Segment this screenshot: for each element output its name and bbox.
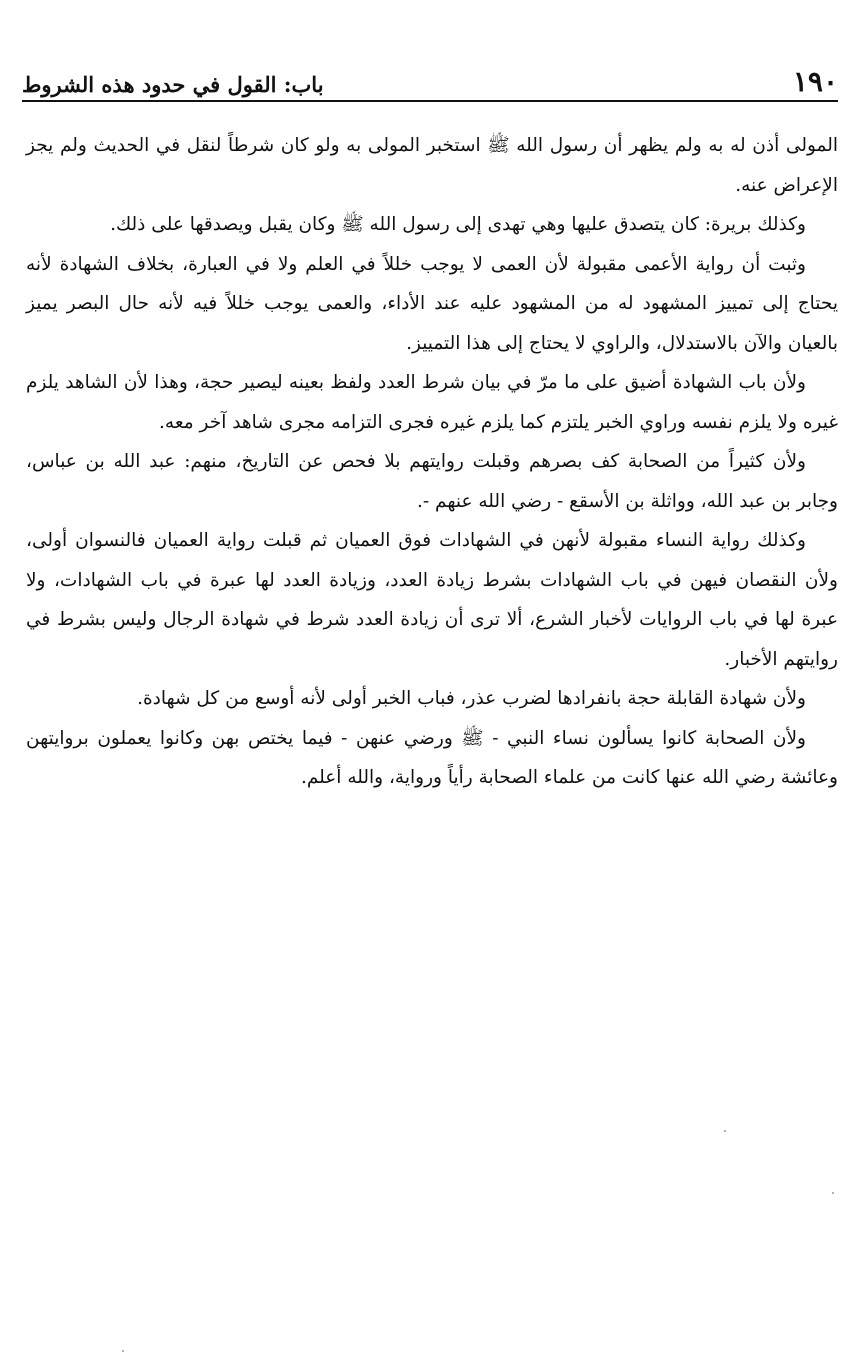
running-title: باب: القول في حدود هذه الشروط xyxy=(22,71,324,97)
scan-speck xyxy=(122,1350,124,1352)
body-text xyxy=(26,126,838,798)
paragraph-6: وكذلك رواية النساء مقبولة لأنهن في الشهادات فوق العميان ثم قبلت رواية العميان فالنسوان أولى، ولأن النقصان فيهن في باب الشهادات بشرط زيادة العدد، وزيادة العدد لها عبرة في باب الشهادات، ولا عبرة لها في باب الروايات لأخبار الشرع، ألا ترى أن زيادة العدد شرط في شهادة الرجال وليس بشرط في روايتهم الأخبار. xyxy=(26,530,838,670)
paragraph-8: ولأن الصحابة كانوا يسألون نساء النبي - ﷺ ورضي عنهن - فيما يختص بهن وكانوا يعملون بروايتهن وعائشة رضي الله عنها كانت من علماء الصحابة رأياً ورواية، والله أعلم. xyxy=(26,727,838,788)
paragraph-7: ولأن شهادة القابلة حجة بانفرادها لضرب عذر، فباب الخبر أولى لأنه أوسع من كل شهادة. xyxy=(137,688,806,709)
paragraph-1: المولى أذن له به ولم يظهر أن رسول الله ﷺ استخبر المولى به ولو كان شرطاً لنقل في الحديث ولم يجز الإعراض عنه. xyxy=(26,135,838,196)
paragraph-4: ولأن باب الشهادة أضيق على ما مرّ في بيان شرط العدد ولفظ بعينه ليصير حجة، وهذا لأن الشاهد يلزم غيره ولا يلزم نفسه وراوي الخبر يلتزم كما يلزم غيره فجرى التزامه مجرى شاهد آخر معه. xyxy=(26,372,838,433)
scan-speck xyxy=(724,1130,726,1132)
paragraph-5: ولأن كثيراً من الصحابة كف بصرهم وقبلت روايتهم بلا فحص عن التاريخ، منهم: عبد الله بن عباس، وجابر بن عبد الله، وواثلة بن الأسقع - رضي الله عنهم -. xyxy=(26,451,838,512)
page-number: ١٩٠ xyxy=(792,65,838,98)
paragraph-3: وثبت أن رواية الأعمى مقبولة لأن العمى لا يوجب خللاً في العلم ولا في العبارة، بخلاف الشهادة لأنه يحتاج إلى تمييز المشهود له من المشهود عليه عند الأداء، والعمى يوجب خللاً فيه لأنه حال البصر يميز بالعيان والآن بالاستدلال، والراوي لا يحتاج إلى هذا التمييز. xyxy=(26,253,838,354)
paragraph-2: وكذلك بريرة: كان يتصدق عليها وهي تهدى إلى رسول الله ﷺ وكان يقبل ويصدقها على ذلك. xyxy=(110,214,806,235)
page-header xyxy=(22,58,838,102)
scan-speck xyxy=(832,1192,834,1194)
